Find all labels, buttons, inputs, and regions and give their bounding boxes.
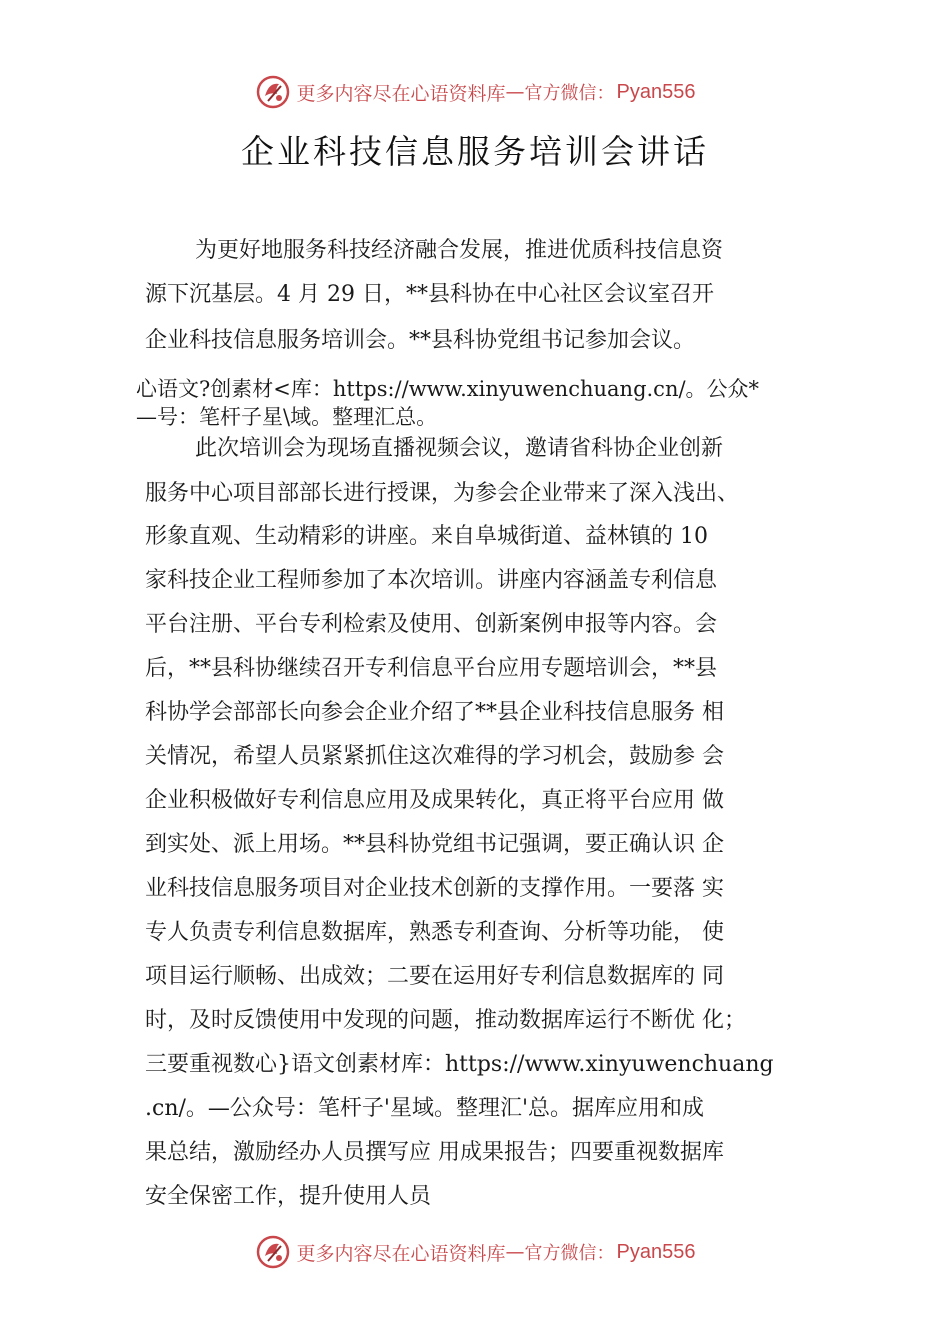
paragraph-line: .cn/。—公众号：笔杆子'星域。整理汇'总。据库应用和成	[145, 1096, 704, 1121]
paragraph-line: 源下沉基层。4 月 29 日，**县科协在中心社区会议室召开	[145, 282, 714, 307]
document-title: 企业科技信息服务培训会讲话	[241, 132, 709, 171]
paragraph-line: 时，及时反馈使用中发现的问题，推动数据库运行不断优 化；	[145, 1008, 746, 1033]
wechat-id: Pyan556	[616, 1240, 696, 1263]
wechat-label: 官方微信：	[524, 83, 615, 104]
paragraph-line: 安全保密工作，提升使用人员	[145, 1184, 432, 1209]
paragraph-line: 到实处、派上用场。**县科协党组书记强调，要正确认识 企	[145, 832, 724, 857]
paragraph-line: 科协学会部部长向参会企业介绍了**县企业科技信息服务 相	[145, 700, 724, 725]
paragraph-line: 为更好地服务科技经济融合发展，推进优质科技信息资	[195, 238, 724, 263]
banner-dash: —	[505, 81, 525, 103]
banner-text: 更多内容尽在心语资料库	[296, 82, 506, 105]
paragraph-line: 企业积极做好专利信息应用及成果转化，真正将平台应用 做	[145, 788, 724, 813]
flower-stamp-icon	[255, 1234, 291, 1270]
wechat-id: Pyan556	[616, 80, 696, 103]
watermark-line: 心语文?创素材<库：https://www.xinyuwenchuang.cn/。公众*	[136, 377, 760, 401]
banner-text: 更多内容尽在心语资料库	[296, 1242, 506, 1265]
paragraph-line: 形象直观、生动精彩的讲座。来自阜城街道、益林镇的 10	[145, 524, 708, 549]
header-banner	[0, 70, 950, 114]
paragraph-line: 企业科技信息服务培训会。**县科协党组书记参加会议。	[145, 328, 696, 353]
paragraph-line: 家科技企业工程师参加了本次培训。讲座内容涵盖专利信息	[145, 568, 718, 593]
paragraph-line: 专人负责专利信息数据库，熟悉专利查询、分析等功能， 使	[145, 920, 724, 945]
watermark-line: —号：笔杆子星\域。整理汇总。	[136, 405, 438, 429]
paragraph-line: 项目运行顺畅、出成效；二要在运用好专利信息数据库的 同	[145, 964, 724, 989]
footer-banner	[0, 1230, 950, 1274]
paragraph-line: 服务中心项目部部长进行授课，为参会企业带来了深入浅出、	[145, 481, 740, 506]
wechat-label: 官方微信：	[524, 1243, 615, 1264]
paragraph-line: 平台注册、平台专利检索及使用、创新案例申报等内容。会	[145, 612, 718, 637]
paragraph-line: 三要重视数心}语文创素材库：https://www.xinyuwenchuang	[145, 1052, 774, 1077]
paragraph-line: 果总结，激励经办人员撰写应 用成果报告；四要重视数据库	[145, 1140, 724, 1165]
paragraph-line: 关情况，希望人员紧紧抓住这次难得的学习机会，鼓励参 会	[145, 744, 724, 769]
flower-stamp-icon	[255, 74, 291, 110]
paragraph-line: 业科技信息服务项目对企业技术创新的支撑作用。一要落 实	[145, 876, 724, 901]
banner-dash: —	[505, 1241, 525, 1263]
paragraph-line: 此次培训会为现场直播视频会议，邀请省科协企业创新	[195, 436, 724, 461]
paragraph-line: 后，**县科协继续召开专利信息平台应用专题培训会，**县	[145, 656, 718, 681]
